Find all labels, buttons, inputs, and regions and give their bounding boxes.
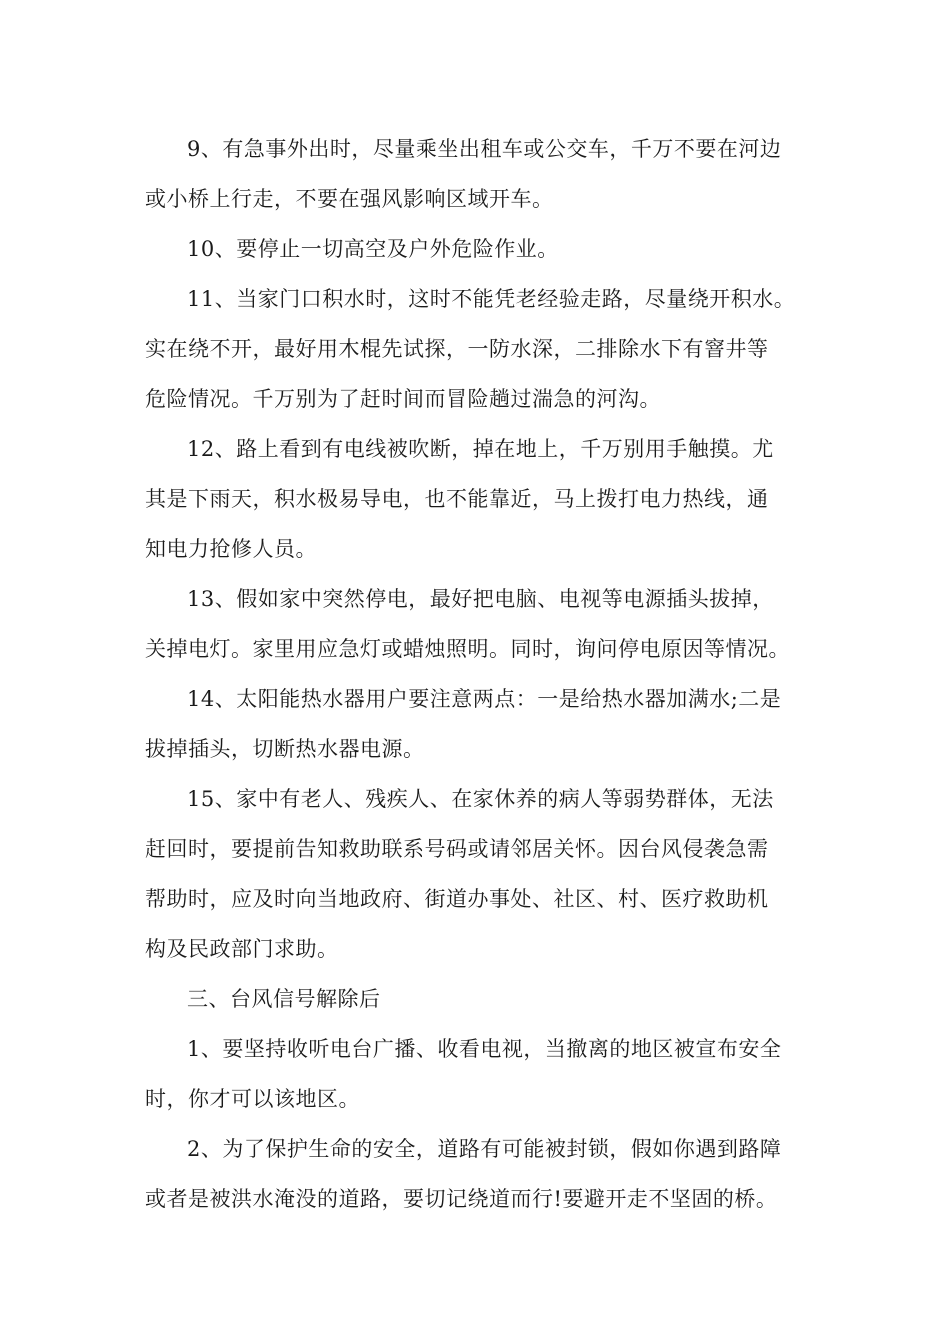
paragraph-item-11: [145, 274, 813, 424]
text-line: 拔掉插头，切断热水器电源。: [145, 737, 425, 761]
text-line: 帮助时，应及时向当地政府、街道办事处、社区、村、医疗救助机: [145, 887, 769, 911]
text-line: 赶回时，要提前告知救助联系号码或请邻居关怀。因台风侵袭急需: [145, 837, 769, 861]
paragraph-item-10: [145, 224, 813, 274]
text-line: 14、太阳能热水器用户要注意两点：一是给热水器加满水;二是: [187, 687, 782, 711]
text-line: 其是下雨天，积水极易导电，也不能靠近，马上拨打电力热线，通: [145, 487, 769, 511]
section-heading: [145, 974, 813, 1024]
text-line: 时，你才可以该地区。: [145, 1087, 360, 1111]
text-line: 构及民政部门求助。: [145, 937, 339, 961]
document-body: [145, 124, 813, 1224]
paragraph-item-9: [145, 124, 813, 224]
text-line: 13、假如家中突然停电，最好把电脑、电视等电源插头拔掉，: [187, 587, 774, 611]
text-line: 12、路上看到有电线被吹断，掉在地上，千万别用手触摸。尤: [187, 437, 774, 461]
text-line: 1、要坚持收听电台广播、收看电视，当撤离的地区被宣布安全: [187, 1037, 782, 1061]
text-line: 危险情况。千万别为了赶时间而冒险趟过湍急的河沟。: [145, 387, 661, 411]
paragraph-item-2: [145, 1124, 813, 1224]
paragraph-item-12: [145, 424, 813, 574]
text-line: 实在绕不开，最好用木棍先试探，一防水深，二排除水下有窨井等: [145, 337, 769, 361]
text-line: 2、为了保护生命的安全，道路有可能被封锁，假如你遇到路障: [187, 1137, 782, 1161]
paragraph-item-13: [145, 574, 813, 674]
text-line: 或小桥上行走，不要在强风影响区域开车。: [145, 187, 554, 211]
paragraph-item-14: [145, 674, 813, 774]
text-line: 15、家中有老人、残疾人、在家休养的病人等弱势群体，无法: [187, 787, 774, 811]
text-line: 三、台风信号解除后: [187, 987, 381, 1011]
text-line: 10、要停止一切高空及户外危险作业。: [187, 237, 559, 261]
text-line: 9、有急事外出时，尽量乘坐出租车或公交车，千万不要在河边: [187, 137, 782, 161]
text-line: 知电力抢修人员。: [145, 537, 317, 561]
text-line: 或者是被洪水淹没的道路，要切记绕道而行!要避开走不坚固的桥。: [145, 1187, 778, 1211]
paragraph-item-15: [145, 774, 813, 974]
text-line: 关掉电灯。家里用应急灯或蜡烛照明。同时，询问停电原因等情况。: [145, 637, 790, 661]
text-line: 11、当家门口积水时，这时不能凭老经验走路，尽量绕开积水。: [187, 287, 796, 311]
paragraph-item-1: [145, 1024, 813, 1124]
